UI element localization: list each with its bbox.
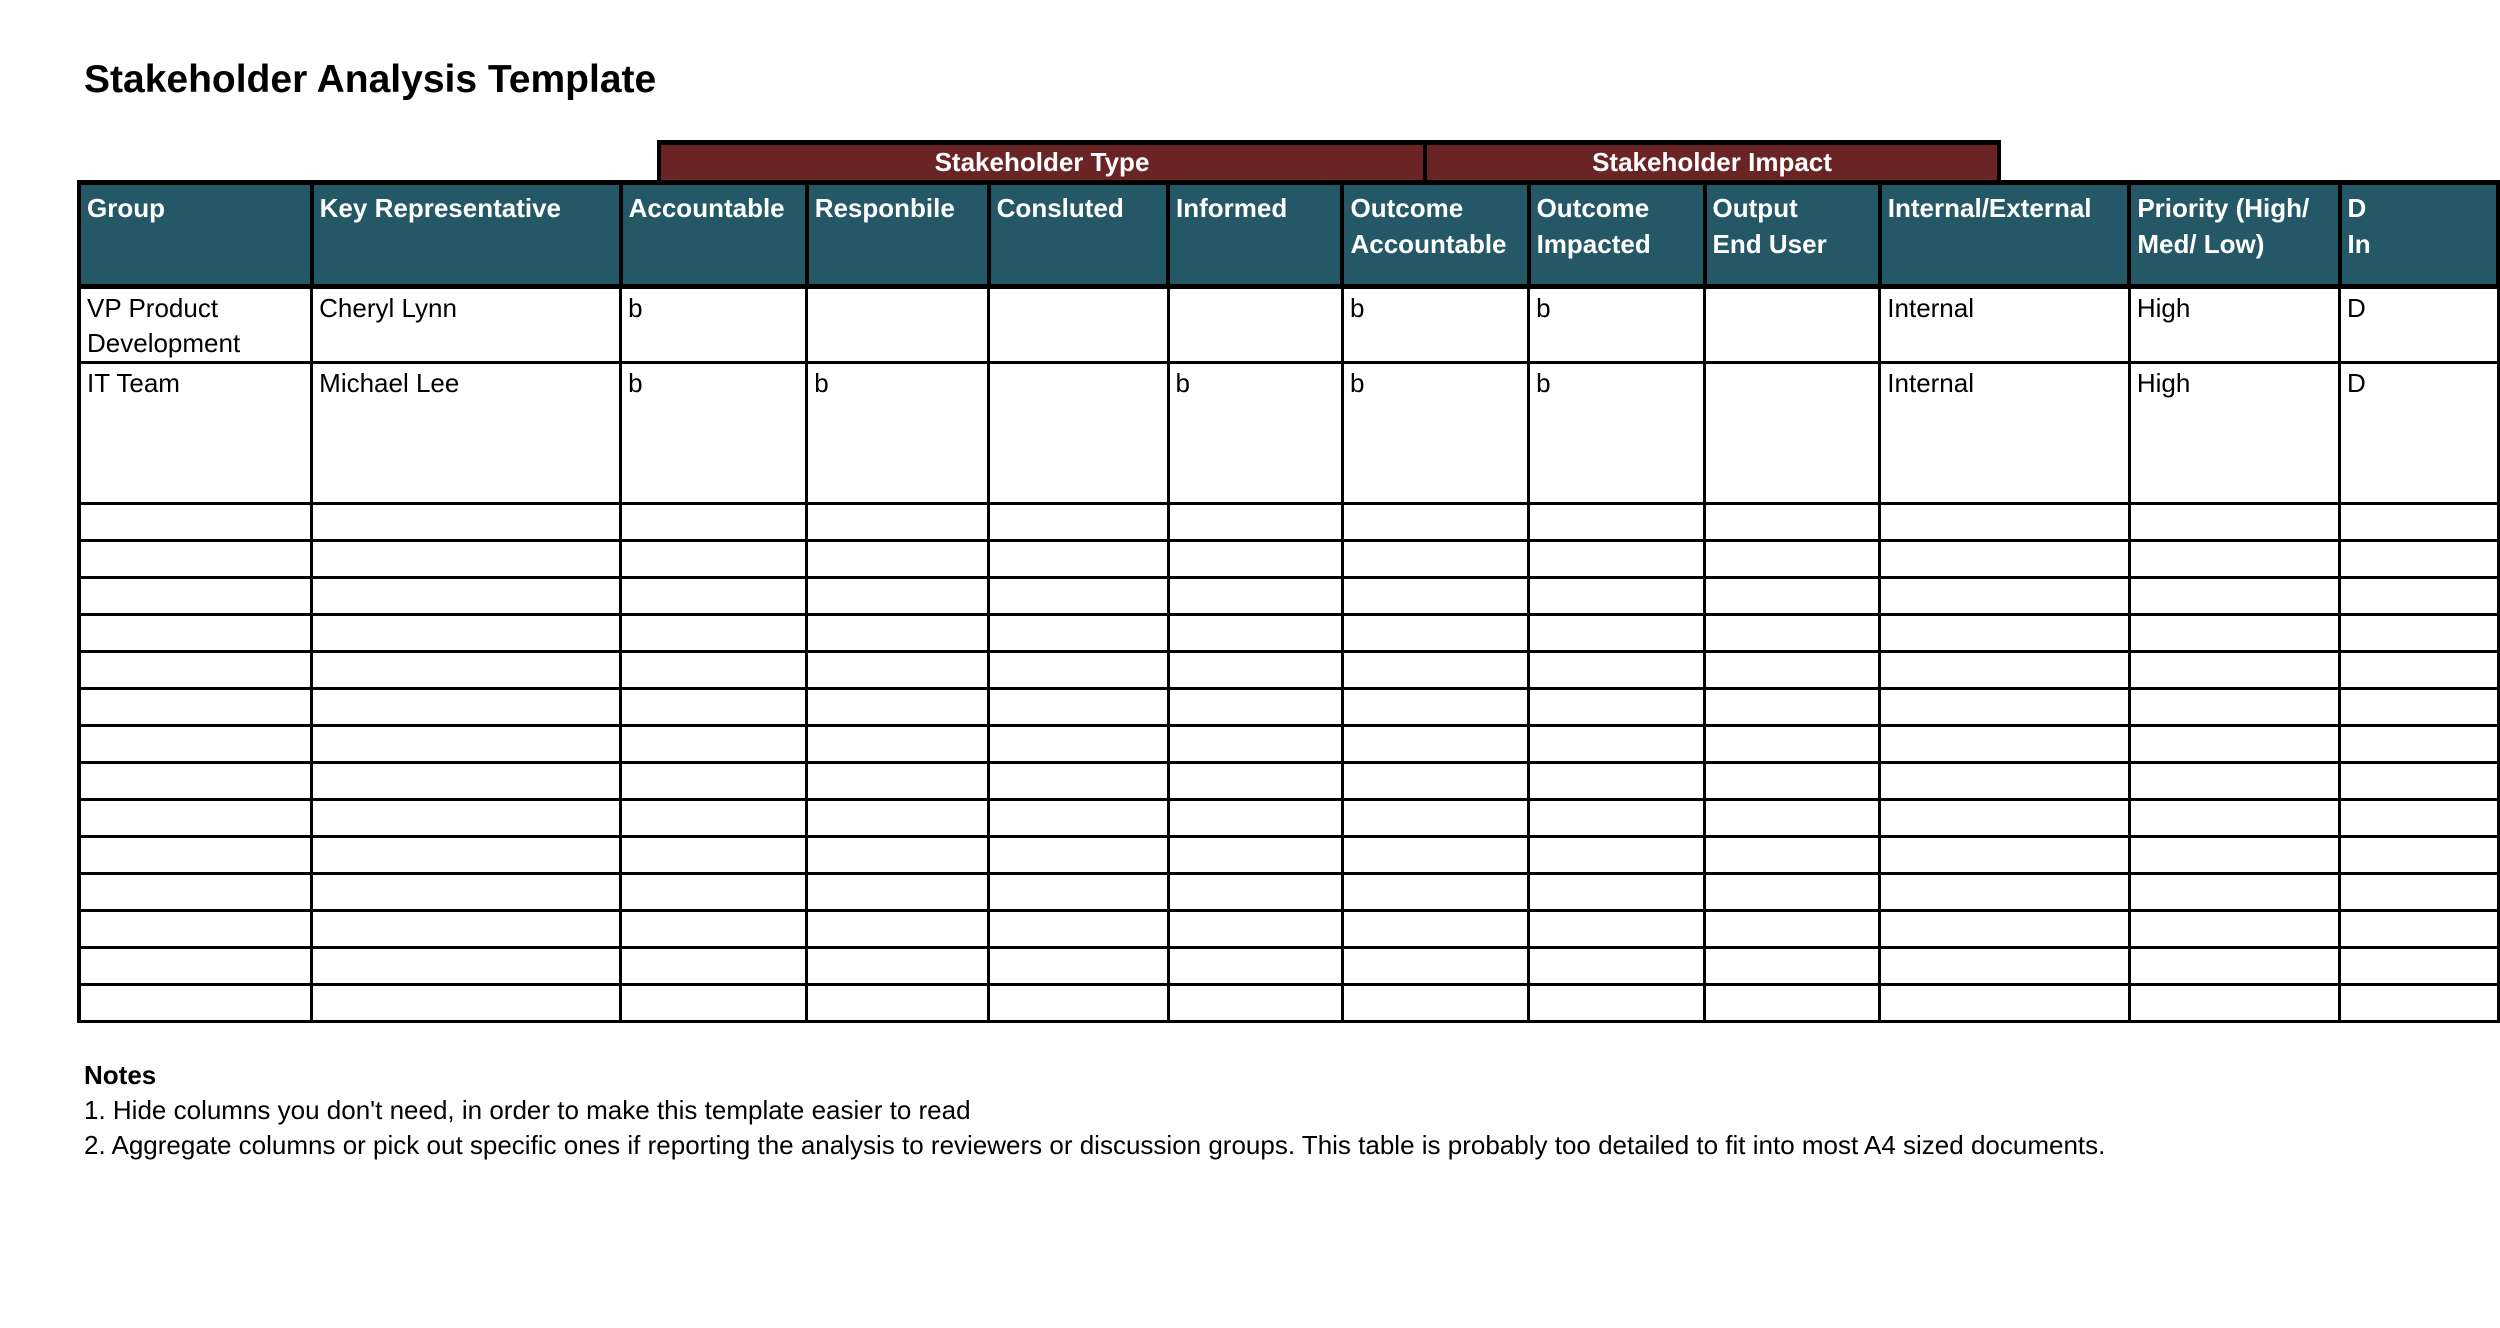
col-header-output-end-user[interactable] (1705, 183, 1880, 287)
header-label: Internal/External (1887, 193, 2092, 223)
empty-cell[interactable] (1342, 948, 1528, 985)
empty-cell[interactable] (621, 763, 807, 800)
table-row (79, 911, 2498, 948)
empty-cell[interactable] (621, 800, 807, 837)
empty-cell[interactable] (1529, 726, 1705, 763)
empty-cell[interactable] (1529, 504, 1705, 541)
empty-cell[interactable] (1342, 578, 1528, 615)
header-label: Accountable (628, 193, 785, 223)
empty-cell[interactable] (989, 726, 1168, 763)
empty-cell[interactable] (807, 763, 989, 800)
empty-cell[interactable] (807, 948, 989, 985)
cell-internal-external[interactable]: Internal (1880, 363, 2130, 504)
empty-cell[interactable] (1168, 578, 1342, 615)
empty-cell[interactable] (2340, 615, 2498, 652)
empty-cell[interactable] (79, 948, 312, 985)
cell-key-representative[interactable]: Michael Lee (312, 363, 621, 504)
empty-cell[interactable] (1529, 689, 1705, 726)
empty-cell[interactable] (1342, 689, 1528, 726)
header-label: D (2347, 193, 2367, 223)
table-row (79, 763, 2498, 800)
table-row (79, 615, 2498, 652)
empty-cell[interactable] (1880, 652, 2130, 689)
empty-cell[interactable] (2129, 837, 2339, 874)
empty-cell[interactable] (1529, 800, 1705, 837)
empty-cell[interactable] (989, 689, 1168, 726)
empty-cell[interactable] (1168, 726, 1342, 763)
empty-cell[interactable] (312, 504, 621, 541)
empty-cell[interactable] (1168, 911, 1342, 948)
empty-cell[interactable] (2340, 874, 2498, 911)
empty-cell[interactable] (621, 541, 807, 578)
table-row (79, 948, 2498, 985)
empty-cell[interactable] (79, 504, 312, 541)
notes-title: Notes (84, 1060, 157, 1090)
empty-cell[interactable] (2340, 541, 2498, 578)
empty-cell[interactable] (1342, 800, 1528, 837)
empty-cell[interactable] (1342, 837, 1528, 874)
empty-cell[interactable] (621, 948, 807, 985)
empty-cell[interactable] (1880, 837, 2130, 874)
empty-cell[interactable] (1168, 874, 1342, 911)
empty-cell[interactable] (2340, 726, 2498, 763)
empty-cell[interactable] (312, 689, 621, 726)
cell-priority[interactable]: High (2129, 287, 2339, 363)
empty-cell[interactable] (1705, 578, 1880, 615)
cell-truncated[interactable]: D (2340, 287, 2498, 363)
empty-cell[interactable] (989, 948, 1168, 985)
empty-cell[interactable] (621, 689, 807, 726)
col-header-consulted[interactable] (989, 183, 1168, 287)
empty-cell[interactable] (1342, 763, 1528, 800)
empty-cell[interactable] (1705, 874, 1880, 911)
empty-cell[interactable] (2340, 837, 2498, 874)
cell-output-end-user[interactable] (1705, 287, 1880, 363)
empty-cell[interactable] (1168, 763, 1342, 800)
empty-cell[interactable] (1705, 652, 1880, 689)
empty-cell[interactable] (312, 541, 621, 578)
cell-outcome-impacted[interactable]: b (1529, 363, 1705, 504)
empty-cell[interactable] (989, 615, 1168, 652)
empty-cell[interactable] (1168, 985, 1342, 1022)
empty-cell[interactable] (2340, 948, 2498, 985)
empty-cell[interactable] (807, 652, 989, 689)
empty-cell[interactable] (807, 541, 989, 578)
empty-cell[interactable] (989, 578, 1168, 615)
empty-cell[interactable] (989, 800, 1168, 837)
empty-cell[interactable] (1880, 615, 2130, 652)
empty-cell[interactable] (2129, 689, 2339, 726)
empty-cell[interactable] (312, 837, 621, 874)
header-label-line2: In (2347, 229, 2371, 259)
col-header-outcome-impacted[interactable] (1529, 183, 1705, 287)
empty-cell[interactable] (989, 541, 1168, 578)
empty-cell[interactable] (807, 800, 989, 837)
empty-cell[interactable] (621, 726, 807, 763)
empty-cell[interactable] (807, 615, 989, 652)
col-header-key-representative[interactable] (312, 183, 621, 287)
empty-cell[interactable] (1880, 726, 2130, 763)
empty-cell[interactable] (2340, 763, 2498, 800)
empty-cell[interactable] (1529, 874, 1705, 911)
empty-cell[interactable] (79, 837, 312, 874)
empty-cell[interactable] (621, 504, 807, 541)
empty-cell[interactable] (79, 689, 312, 726)
cell-accountable[interactable]: b (621, 363, 807, 504)
header-label: Outcome (1350, 193, 1464, 223)
empty-cell[interactable] (1342, 541, 1528, 578)
empty-cell[interactable] (1705, 837, 1880, 874)
col-header-priority[interactable] (2129, 183, 2339, 287)
empty-cell[interactable] (79, 578, 312, 615)
notes-section (84, 1058, 2105, 1163)
empty-cell[interactable] (79, 652, 312, 689)
empty-cell[interactable] (1168, 615, 1342, 652)
empty-cell[interactable] (1705, 985, 1880, 1022)
empty-cell[interactable] (1529, 541, 1705, 578)
col-header-outcome-accountable[interactable] (1342, 183, 1528, 287)
empty-cell[interactable] (1168, 800, 1342, 837)
empty-cell[interactable] (807, 911, 989, 948)
empty-cell[interactable] (2129, 541, 2339, 578)
empty-cell[interactable] (1168, 504, 1342, 541)
empty-cell[interactable] (312, 948, 621, 985)
empty-cell[interactable] (1168, 837, 1342, 874)
empty-cell[interactable] (1705, 763, 1880, 800)
empty-cell[interactable] (2340, 504, 2498, 541)
header-label: Responbile (814, 193, 955, 223)
empty-cell[interactable] (621, 985, 807, 1022)
empty-cell[interactable] (312, 615, 621, 652)
cell-internal-external[interactable]: Internal (1880, 287, 2130, 363)
empty-cell[interactable] (1529, 837, 1705, 874)
empty-cell[interactable] (989, 837, 1168, 874)
empty-cell[interactable] (1705, 800, 1880, 837)
group-header-stakeholder-impact: Stakeholder Impact (1423, 140, 2001, 180)
table-row (79, 800, 2498, 837)
empty-cell[interactable] (1705, 948, 1880, 985)
cell-informed[interactable]: b (1168, 363, 1342, 504)
empty-cell[interactable] (2129, 504, 2339, 541)
cell-responsible[interactable]: b (807, 363, 989, 504)
header-label: Key Representative (319, 193, 561, 223)
col-header-responsible[interactable] (807, 183, 989, 287)
empty-cell[interactable] (807, 578, 989, 615)
header-label: Informed (1176, 193, 1288, 223)
empty-cell[interactable] (79, 800, 312, 837)
table-row (79, 504, 2498, 541)
empty-cell[interactable] (79, 985, 312, 1022)
empty-cell[interactable] (1342, 652, 1528, 689)
empty-cell[interactable] (2129, 911, 2339, 948)
group-header-stakeholder-type: Stakeholder Type (657, 140, 1427, 180)
empty-cell[interactable] (807, 985, 989, 1022)
empty-cell[interactable] (2340, 911, 2498, 948)
header-label: Consluted (996, 193, 1124, 223)
cell-informed[interactable] (1168, 287, 1342, 363)
empty-cell[interactable] (2129, 800, 2339, 837)
empty-cell[interactable] (1168, 689, 1342, 726)
col-header-informed[interactable] (1168, 183, 1342, 287)
table-row (79, 985, 2498, 1022)
empty-cell[interactable] (2129, 726, 2339, 763)
empty-cell[interactable] (312, 726, 621, 763)
empty-cell[interactable] (79, 911, 312, 948)
cell-group[interactable]: VP Product Development (79, 287, 312, 363)
cell-consulted[interactable] (989, 287, 1168, 363)
header-label: Priority (High/ (2137, 193, 2310, 223)
col-header-accountable[interactable] (621, 183, 807, 287)
empty-cell[interactable] (1168, 541, 1342, 578)
empty-cell[interactable] (1342, 985, 1528, 1022)
cell-priority[interactable]: High (2129, 363, 2339, 504)
empty-cell[interactable] (312, 985, 621, 1022)
empty-cell[interactable] (2340, 578, 2498, 615)
header-label: Outcome (1536, 193, 1650, 223)
header-row (79, 183, 2498, 287)
empty-cell[interactable] (1342, 504, 1528, 541)
empty-cell[interactable] (312, 652, 621, 689)
header-label-line2: Accountable (1350, 229, 1507, 259)
empty-cell[interactable] (1880, 541, 2130, 578)
empty-cell[interactable] (1529, 985, 1705, 1022)
empty-cell[interactable] (621, 837, 807, 874)
table-row (79, 652, 2498, 689)
cell-outcome-accountable[interactable]: b (1342, 363, 1528, 504)
empty-cell[interactable] (989, 652, 1168, 689)
empty-cell[interactable] (2129, 578, 2339, 615)
empty-cell[interactable] (621, 578, 807, 615)
page-title: Stakeholder Analysis Template (84, 58, 657, 101)
empty-cell[interactable] (79, 541, 312, 578)
empty-cell[interactable] (1529, 615, 1705, 652)
empty-cell[interactable] (2129, 948, 2339, 985)
table-row (79, 363, 2498, 504)
empty-cell[interactable] (1880, 578, 2130, 615)
note-item: 2. Aggregate columns or pick out specific ones if reporting the analysis to reviewers or discussion groups. This table is probably too detailed to fit into most A4 sized documents. (84, 1130, 2106, 1160)
empty-cell[interactable] (312, 911, 621, 948)
empty-cell[interactable] (1342, 615, 1528, 652)
empty-cell[interactable] (2340, 800, 2498, 837)
empty-cell[interactable] (1880, 911, 2130, 948)
empty-cell[interactable] (1705, 689, 1880, 726)
col-header-group[interactable] (79, 183, 312, 287)
empty-rows (79, 504, 2498, 1022)
empty-cell[interactable] (1705, 615, 1880, 652)
empty-cell[interactable] (621, 615, 807, 652)
table-row (79, 837, 2498, 874)
empty-cell[interactable] (807, 726, 989, 763)
empty-cell[interactable] (989, 911, 1168, 948)
table-row (79, 874, 2498, 911)
cell-accountable[interactable]: b (621, 287, 807, 363)
empty-cell[interactable] (807, 874, 989, 911)
empty-cell[interactable] (1342, 911, 1528, 948)
empty-cell[interactable] (1529, 578, 1705, 615)
empty-cell[interactable] (79, 615, 312, 652)
empty-cell[interactable] (1880, 689, 2130, 726)
empty-cell[interactable] (1168, 948, 1342, 985)
header-label: Group (87, 193, 165, 223)
empty-cell[interactable] (1880, 763, 2130, 800)
empty-cell[interactable] (621, 911, 807, 948)
empty-cell[interactable] (807, 689, 989, 726)
header-label-line2: Impacted (1536, 229, 1651, 259)
empty-cell[interactable] (1529, 911, 1705, 948)
empty-cell[interactable] (1529, 763, 1705, 800)
empty-cell[interactable] (989, 504, 1168, 541)
empty-cell[interactable] (621, 874, 807, 911)
empty-cell[interactable] (2340, 689, 2498, 726)
empty-cell[interactable] (1705, 911, 1880, 948)
table-row (79, 541, 2498, 578)
empty-cell[interactable] (2129, 652, 2339, 689)
empty-cell[interactable] (807, 837, 989, 874)
empty-cell[interactable] (2340, 985, 2498, 1022)
empty-cell[interactable] (1529, 652, 1705, 689)
empty-cell[interactable] (312, 578, 621, 615)
empty-cell[interactable] (79, 726, 312, 763)
cell-outcome-impacted[interactable]: b (1529, 287, 1705, 363)
cell-group[interactable]: IT Team (79, 363, 312, 504)
empty-cell[interactable] (1880, 985, 2130, 1022)
empty-cell[interactable] (2129, 874, 2339, 911)
header-label-line2: Med/ Low) (2137, 229, 2265, 259)
empty-cell[interactable] (2340, 652, 2498, 689)
cell-consulted[interactable] (989, 363, 1168, 504)
empty-cell[interactable] (1880, 504, 2130, 541)
empty-cell[interactable] (1168, 652, 1342, 689)
header-label-line2: End User (1712, 229, 1827, 259)
header-label: Output (1712, 193, 1798, 223)
cell-outcome-accountable[interactable]: b (1342, 287, 1528, 363)
empty-cell[interactable] (1880, 800, 2130, 837)
empty-cell[interactable] (1342, 874, 1528, 911)
cell-output-end-user[interactable] (1705, 363, 1880, 504)
empty-cell[interactable] (1705, 726, 1880, 763)
empty-cell[interactable] (1342, 726, 1528, 763)
note-item: 1. Hide columns you don't need, in order to make this template easier to read (84, 1095, 971, 1125)
empty-cell[interactable] (989, 763, 1168, 800)
empty-cell[interactable] (989, 985, 1168, 1022)
empty-cell[interactable] (1529, 948, 1705, 985)
empty-cell[interactable] (807, 504, 989, 541)
empty-cell[interactable] (312, 874, 621, 911)
cell-truncated[interactable]: D (2340, 363, 2498, 504)
cell-responsible[interactable] (807, 287, 989, 363)
table-row (79, 726, 2498, 763)
col-header-internal-external[interactable] (1880, 183, 2130, 287)
empty-cell[interactable] (1705, 541, 1880, 578)
empty-cell[interactable] (1880, 948, 2130, 985)
col-header-truncated[interactable] (2340, 183, 2498, 287)
table-row (79, 689, 2498, 726)
cell-key-representative[interactable]: Cheryl Lynn (312, 287, 621, 363)
empty-cell[interactable] (312, 800, 621, 837)
empty-cell[interactable] (79, 874, 312, 911)
empty-cell[interactable] (2129, 615, 2339, 652)
empty-cell[interactable] (2129, 985, 2339, 1022)
empty-cell[interactable] (621, 652, 807, 689)
stakeholder-table (77, 180, 2500, 1023)
empty-cell[interactable] (1880, 874, 2130, 911)
empty-cell[interactable] (989, 874, 1168, 911)
empty-cell[interactable] (312, 763, 621, 800)
table-row (79, 287, 2498, 363)
table-row (79, 578, 2498, 615)
empty-cell[interactable] (79, 763, 312, 800)
empty-cell[interactable] (2129, 763, 2339, 800)
empty-cell[interactable] (1705, 504, 1880, 541)
